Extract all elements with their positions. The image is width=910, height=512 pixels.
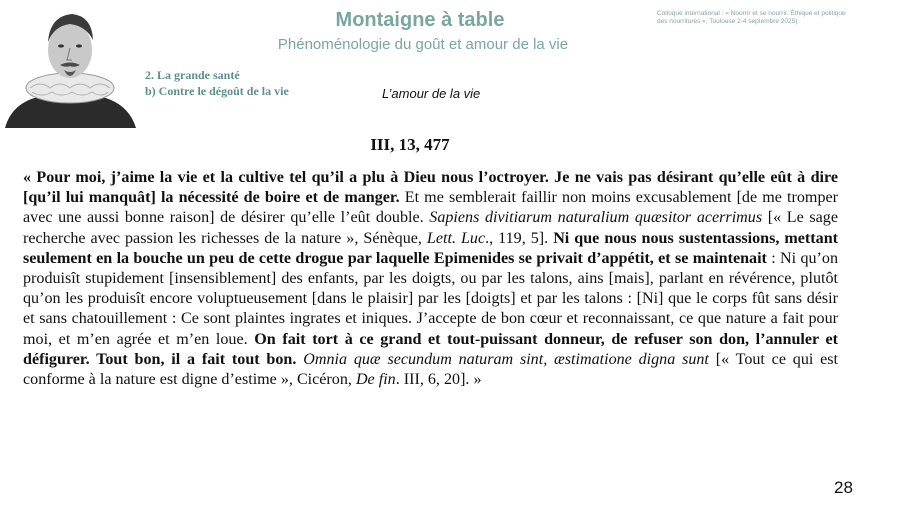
section-line-2: b) Contre le dégoût de la vie — [145, 84, 289, 98]
quote-work-title: Lett. Luc — [426, 229, 486, 247]
slide-title: Montaigne à table — [335, 9, 505, 31]
quote-text — [23, 168, 838, 390]
section-line-1: 2. La grande santé — [145, 68, 240, 82]
quote-plain: Et me semblerait faillir non moins excusablement [de me tromper avec une aussi bonne raison] de désirer qu’elle l’eût double. — [23, 189, 838, 227]
quote-plain: : Ni qu’on produisît stupidement [insensiblement] des enfants, par les doigts, ou par les talons, ains [mais], parlant en révérence, plutôt qu’on les produisît encore voluptueusement [dans le plaisir] par les [doigts] et par les talons : [Ni] que le corps fût sans désir et sans chatouillement : Ce sont plaintes ingrates et iniques. J’accepte de bon cœur et reconnaissant, ce que nature a fait pour moi, et m’en agrée et m’en loue. — [23, 249, 839, 348]
quote-bold: Ni que nous nous sustentassions, mettant seulement en la bouche un peu de cette drogue par laquelle Epimenides se privait d’appétit, et se maintenait — [23, 229, 839, 267]
quote-plain: . III, 6, 20]. » — [395, 371, 482, 389]
topic-label: L’amour de la vie — [382, 86, 481, 101]
quote-latin: Omnia quæ secundum naturam sint, æstimatione digna sunt — [303, 350, 709, 368]
quote-plain: [« Tout ce qui est conforme à la nature est digne d’estime », Cicéron, — [23, 350, 839, 389]
colloque-note — [657, 10, 907, 26]
quote-bold: « Pour moi, j’aime la vie et la cultive tel qu’il a plu à Dieu nous l’octroyer. Je ne vais pas désirant qu’elle eût à dire [qu’il lui manquât] la nécessité de boire et de manger. — [23, 169, 838, 207]
section-heading — [145, 67, 289, 99]
montaigne-portrait — [0, 2, 140, 128]
quote-work-title: De fin — [355, 371, 396, 389]
quote-plain: [« Le sage recherche avec passion les richesses de la nature », Sénèque, — [23, 209, 839, 247]
quote-plain: ., 119, 5]. — [485, 229, 554, 247]
quote-bold: On fait tort à ce grand et tout-puissant donneur, de refuser son don, l’annuler et défigurer. Tout bon, il a fait tout bon. — [23, 330, 838, 368]
quote-latin: Sapiens divitiarum naturalium quæsitor acerrimus — [429, 209, 763, 227]
quote-reference: III, 13, 477 — [370, 135, 450, 154]
slide-subtitle: Phénoménologie du goût et amour de la vie — [277, 36, 569, 53]
colloque-line: des nourritures », Toulouse 2-4 septembre 2025) — [657, 18, 798, 25]
colloque-line: Colloque international : « Nourrir et se nourrir. Éthique et politique — [657, 10, 846, 17]
page-number: 28 — [834, 478, 853, 497]
